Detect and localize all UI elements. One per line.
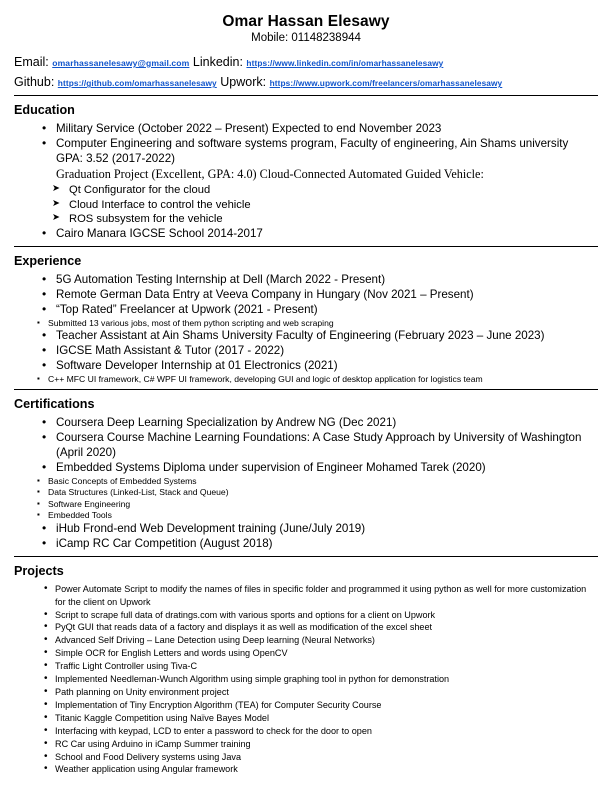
list-item: • Implemented Needleman-Wunch Algorithm using simple graphing tool in python for demonstration (42, 673, 598, 686)
list-item: • Teacher Assistant at Ain Shams University Faculty of Engineering (February 2023 – June 2023) (40, 329, 598, 344)
list-item: • Implementation of Tiny Encryption Algorithm (TEA) for Computer Security Course (42, 699, 598, 712)
list-item: • 5G Automation Testing Internship at Dell (March 2022 - Present) (40, 273, 598, 288)
list-item: • IGCSE Math Assistant & Tutor (2017 - 2022) (40, 344, 598, 359)
list-item: • Simple OCR for English Letters and words using OpenCV (42, 647, 598, 660)
list-item: • Traffic Light Controller using Tiva-C (42, 660, 598, 673)
section-title-certifications: Certifications (14, 397, 95, 412)
certifications-list-continued (14, 522, 598, 552)
education-degree-line1: Computer Engineering and software systems program, Faculty of engineering, Ain Shams university (56, 137, 569, 151)
list-item: • School and Food Delivery systems using Java (42, 751, 598, 764)
github-link[interactable]: https://github.com/omarhassanelesawy (57, 78, 217, 89)
divider-after-certifications (14, 556, 598, 557)
list-item: • Weather application using Angular framework (42, 763, 598, 776)
list-item: • Power Automate Script to modify the names of files in specific folder and programmed it using python as well for more customization for the client on Upwork (42, 583, 598, 609)
list-item: • iHub Frond-end Web Development training (June/July 2019) (40, 522, 598, 537)
experience-item6-sublist (14, 374, 598, 386)
contact-line-github-upwork (14, 73, 598, 91)
list-item (40, 137, 598, 167)
education-list (14, 122, 598, 166)
upwork-label: Upwork: (220, 75, 267, 90)
list-item: ▪ Data Structures (Linked-List, Stack and Queue) (36, 487, 598, 499)
list-item: • Software Developer Internship at 01 Electronics (2021) (40, 359, 598, 374)
list-item: ▪ Basic Concepts of Embedded Systems (36, 476, 598, 488)
list-item: • Interfacing with keypad, LCD to enter a password to check for the door to open (42, 725, 598, 738)
list-item: • RC Car using Arduino in iCamp Summer training (42, 738, 598, 751)
experience-list-continued (14, 329, 598, 373)
graduation-subitems-list (14, 183, 598, 227)
candidate-mobile: Mobile: 01148238944 (251, 31, 361, 44)
list-item: • Military Service (October 2022 – Present) Expected to end November 2023 (40, 122, 598, 137)
section-title-education: Education (14, 103, 75, 118)
linkedin-label: Linkedin: (192, 55, 243, 70)
list-item: • Titanic Kaggle Competition using Naïve Bayes Model (42, 712, 598, 725)
section-title-experience: Experience (14, 253, 82, 268)
certifications-item3-sublist (14, 476, 598, 522)
list-item: • Script to scrape full data of dratings.com with various sports and options for a client on Upwork (42, 609, 598, 622)
section-projects (14, 564, 598, 777)
certifications-list (14, 416, 598, 475)
candidate-name: Omar Hassan Elesawy (222, 13, 390, 30)
divider-after-experience (14, 389, 598, 390)
divider-after-education (14, 246, 598, 247)
list-item: ➤ Cloud Interface to control the vehicle (52, 198, 598, 213)
list-item: • Coursera Course Machine Learning Foundations: A Case Study Approach by University of Washington (April 2020) (40, 431, 598, 461)
experience-list (14, 273, 598, 317)
section-education (14, 103, 598, 242)
education-degree-line2: GPA: 3.52 (2017-2022) (56, 152, 176, 166)
list-item: ▪ Software Engineering (36, 499, 598, 511)
graduation-project-line: Graduation Project (Excellent, GPA: 4.0) Cloud-Connected Automated Guided Vehicle: (56, 166, 484, 181)
list-item: • Coursera Deep Learning Specialization by Andrew NG (Dec 2021) (40, 416, 598, 431)
contact-line-email-linkedin (14, 53, 598, 71)
list-item: ➤ ROS subsystem for the vehicle (52, 212, 598, 227)
projects-list (14, 583, 598, 777)
resume-header (14, 13, 598, 91)
divider-after-header (14, 95, 598, 96)
section-certifications (14, 397, 598, 551)
linkedin-link[interactable]: https://www.linkedin.com/in/omarhassanelesawy (246, 58, 444, 69)
list-item: ▪ Submitted 13 various jobs, most of them python scripting and web scraping (36, 318, 598, 330)
github-label: Github: (14, 75, 55, 90)
education-list-continued (14, 227, 598, 242)
email-link[interactable]: omarhassanelesawy@gmail.com (52, 58, 190, 69)
section-experience (14, 254, 598, 385)
list-item: • PyQt GUI that reads data of a factory and displays it as well as modification of the excel sheet (42, 621, 598, 634)
experience-item3-sublist (14, 318, 598, 330)
list-item: ▪ C++ MFC UI framework, C# WPF UI framework, developing GUI and logic of desktop application for logistics team (36, 374, 598, 386)
upwork-link[interactable]: https://www.upwork.com/freelancers/omarhassanelesawy (269, 78, 503, 89)
list-item: • iCamp RC Car Competition (August 2018) (40, 537, 598, 552)
list-item: ▪ Embedded Tools (36, 510, 598, 522)
section-title-projects: Projects (14, 563, 64, 578)
list-item: • Path planning on Unity environment project (42, 686, 598, 699)
list-item: ➤ Qt Configurator for the cloud (52, 183, 598, 198)
list-item: • Advanced Self Driving – Lane Detection using Deep learning (Neural Networks) (42, 634, 598, 647)
list-item: • Cairo Manara IGCSE School 2014-2017 (40, 227, 598, 242)
list-item: • Embedded Systems Diploma under supervision of Engineer Mohamed Tarek (2020) (40, 461, 598, 476)
email-label: Email: (14, 55, 49, 70)
list-item: • “Top Rated” Freelancer at Upwork (2021 - Present) (40, 303, 598, 318)
list-item: • Remote German Data Entry at Veeva Company in Hungary (Nov 2021 – Present) (40, 288, 598, 303)
